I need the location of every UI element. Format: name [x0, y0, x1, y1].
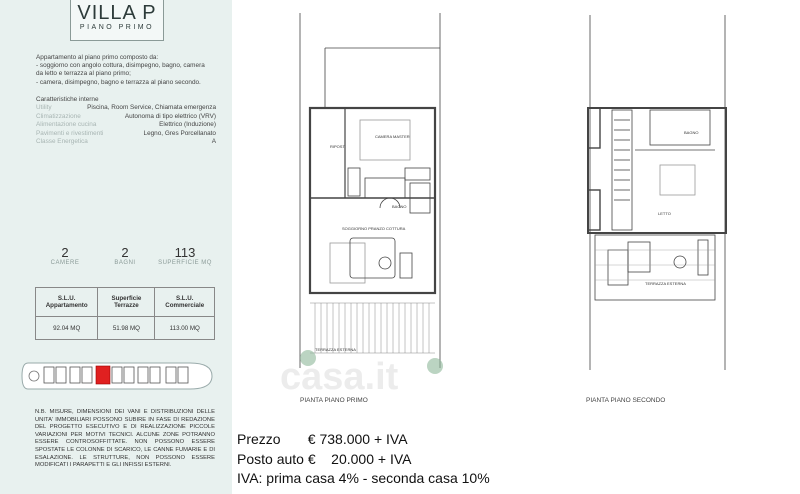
price-line: Prezzo € 738.000 + IVA: [237, 431, 408, 447]
description-line: da letto e terrazza al piano primo;: [36, 70, 131, 78]
spec-key: Classe Energetica: [36, 138, 88, 145]
spec-key: Alimentazione cucina: [36, 121, 97, 128]
first-floor-label: PIANTA PIANO PRIMO: [300, 397, 368, 404]
room-terrazza-1: TERRAZZA ESTERNA: [315, 347, 356, 352]
stat-number: 2: [61, 245, 69, 260]
table-cell: 51.98 MQ: [98, 317, 155, 340]
room-bagno: BAGNO: [392, 204, 407, 209]
spec-row: [36, 121, 216, 130]
table-header: Superficie Terrazze: [98, 288, 155, 317]
villa-title-box: [70, 0, 164, 41]
spec-row: [36, 138, 216, 147]
parking-price-line: Posto auto € 20.000 + IVA: [237, 451, 412, 467]
stat-number: 113: [174, 245, 196, 260]
second-floor-label: PIANTA PIANO SECONDO: [586, 397, 666, 404]
villa-title: VILLA P: [77, 2, 157, 24]
apartment-description: [36, 54, 226, 87]
room-terrazza-2: TERRAZZA ESTERNA: [645, 281, 686, 286]
spec-row: [36, 104, 216, 113]
stat-label: BAGNI: [114, 260, 136, 266]
villa-subtitle: PIANO PRIMO: [79, 24, 155, 31]
spec-key: Pavimenti e rivestimenti: [36, 129, 104, 137]
stat-camere: [35, 245, 95, 266]
stat-bagni: [95, 245, 155, 266]
room-bagno-2: BAGNO: [684, 130, 699, 135]
spec-value: Elettrico (Induzione): [159, 121, 216, 128]
stat-label: SUPERFICIE MQ: [158, 260, 212, 266]
spec-value: A: [211, 138, 216, 145]
description-line: - camera, disimpegno, bagno e terrazza al piano secondo.: [36, 78, 201, 86]
room-soggiorno: SOGGIORNO PRANZO COTTURA: [342, 226, 406, 231]
spec-value: Autonoma di tipo elettrico (VRV): [124, 112, 216, 120]
description-line: Appartamento al piano primo composto da:: [36, 54, 159, 61]
selected-unit-marker: [96, 366, 110, 384]
table-cell: 113.00 MQ: [155, 317, 215, 340]
description-line: - soggiorno con angolo cottura, disimpegno, bagno, camera: [36, 62, 205, 70]
table-cell: 92.04 MQ: [36, 317, 98, 340]
room-ripost: RIPOST.: [330, 144, 346, 149]
stat-label: CAMERE: [50, 260, 80, 266]
table-header: S.L.U. Commerciale: [155, 288, 215, 317]
stat-number: 2: [121, 245, 129, 260]
watermark: casa.it: [280, 356, 399, 398]
spec-key: Climatizzazione: [36, 112, 81, 120]
surface-table: [35, 287, 215, 340]
disclaimer-note: N.B. MISURE, DIMENSIONI DEI VANI E DISTRIBUZIONI DELLE UNITA' IMMOBILIARI POSSONO SUBIRE IN FASE DI REDAZIONE DEL PROGETTO ESECUTIVO E DI REALIZZAZIONE PICCOLE VARIAZIONI PER MOTIVI TECNICI. ALCUNE ZONE POTRANNO ESSERE CONTROSOFFITTATE. NON POSSONO ESSERE SPOSTATE LE COLONNE DI SCARICO, LE CANNE FUMARIE E DI ESALAZIONE. LE STRUTTURE, NON POSSONO ESSERE MODIFICATI I PARAPETTI E GLI INFISSI ESTERNI.: [35, 409, 215, 469]
table-header: S.L.U. Appartamento: [36, 288, 98, 317]
stat-superficie: [155, 245, 215, 266]
info-panel: [0, 0, 232, 494]
floor-plan-second: [580, 10, 740, 390]
spec-row: [36, 113, 216, 122]
spec-key: Utility: [36, 104, 52, 111]
spec-value: Piscina, Room Service, Chiamata emergenza: [87, 104, 216, 111]
vat-line: IVA: prima casa 4% - seconda casa 10%: [237, 470, 490, 486]
room-letto: LETTO: [658, 211, 671, 216]
spec-row: [36, 130, 216, 139]
specs-heading: Caratteristiche interne: [36, 96, 99, 103]
floor-plan-first: [290, 8, 450, 388]
spec-value: Legno, Gres Porcellanato: [143, 129, 216, 137]
key-plan: [20, 355, 220, 397]
room-camera-master: CAMERA MASTER: [375, 134, 410, 139]
